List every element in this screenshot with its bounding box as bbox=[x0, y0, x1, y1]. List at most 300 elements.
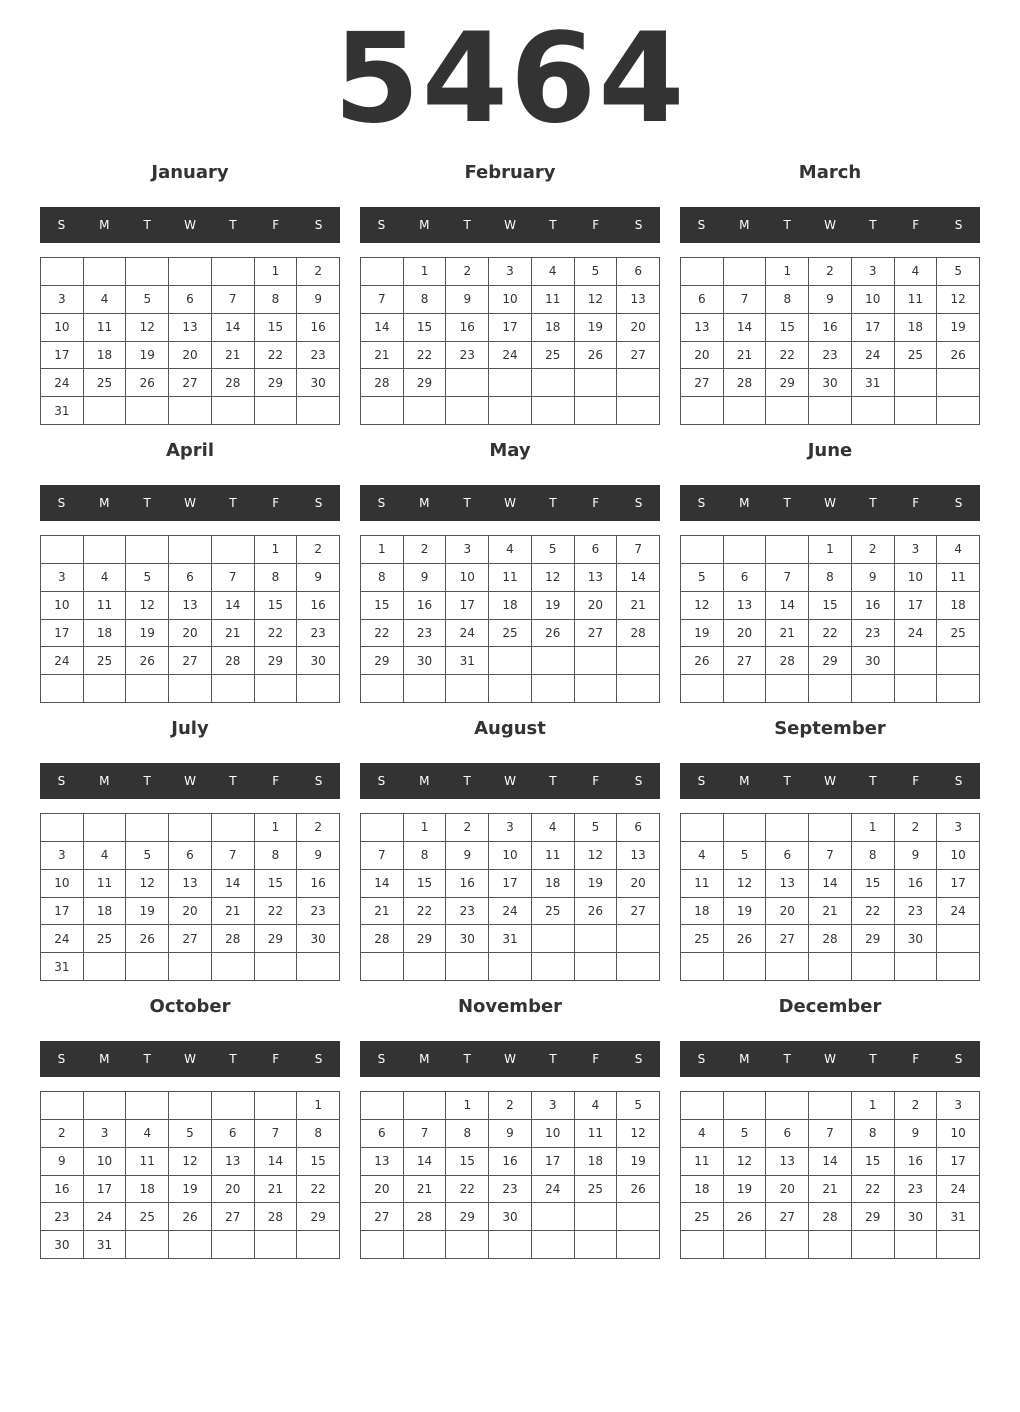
day-cell: 24 bbox=[41, 369, 84, 397]
day-cell: 8 bbox=[404, 842, 447, 870]
weekday-header bbox=[360, 207, 660, 243]
day-cell: 1 bbox=[446, 1092, 489, 1120]
empty-day-cell bbox=[852, 675, 895, 703]
day-cell: 26 bbox=[681, 647, 724, 675]
weekday-label: M bbox=[99, 774, 110, 788]
weekday-label: M bbox=[419, 1052, 430, 1066]
empty-day-cell bbox=[681, 1231, 724, 1259]
empty-day-cell bbox=[169, 258, 212, 286]
weekday-label: M bbox=[739, 774, 750, 788]
day-cell: 4 bbox=[532, 258, 575, 286]
empty-day-cell bbox=[895, 675, 938, 703]
day-cell: 3 bbox=[446, 536, 489, 564]
day-cell: 14 bbox=[724, 314, 767, 342]
day-cell: 15 bbox=[255, 592, 298, 620]
empty-day-cell bbox=[361, 675, 404, 703]
weekday-label: T bbox=[783, 1052, 791, 1066]
day-cell: 30 bbox=[297, 647, 340, 675]
day-cell: 25 bbox=[937, 620, 980, 648]
empty-day-cell bbox=[852, 397, 895, 425]
empty-day-cell bbox=[84, 675, 127, 703]
day-cell: 2 bbox=[809, 258, 852, 286]
day-cell: 23 bbox=[297, 898, 340, 926]
day-cell: 28 bbox=[361, 369, 404, 397]
weekday-label: T bbox=[549, 1052, 557, 1066]
empty-day-cell bbox=[41, 258, 84, 286]
day-cell: 11 bbox=[895, 286, 938, 314]
day-cell: 22 bbox=[255, 342, 298, 370]
day-cell: 4 bbox=[532, 814, 575, 842]
day-cell: 17 bbox=[41, 342, 84, 370]
day-cell: 12 bbox=[169, 1148, 212, 1176]
empty-day-cell bbox=[724, 536, 767, 564]
day-cell: 30 bbox=[809, 369, 852, 397]
weekday-label: S bbox=[954, 496, 963, 510]
weekday-label: M bbox=[739, 218, 750, 232]
day-cell: 3 bbox=[489, 258, 532, 286]
weekday-label: T bbox=[463, 774, 471, 788]
empty-day-cell bbox=[852, 953, 895, 981]
weekday-label: M bbox=[99, 218, 110, 232]
weekday-label: T bbox=[783, 774, 791, 788]
day-cell: 24 bbox=[937, 898, 980, 926]
empty-day-cell bbox=[617, 369, 660, 397]
empty-day-cell bbox=[937, 647, 980, 675]
empty-day-cell bbox=[937, 675, 980, 703]
empty-day-cell bbox=[297, 675, 340, 703]
day-cell: 13 bbox=[361, 1148, 404, 1176]
day-cell: 11 bbox=[84, 592, 127, 620]
day-cell: 22 bbox=[852, 898, 895, 926]
day-cell: 24 bbox=[489, 342, 532, 370]
empty-day-cell bbox=[617, 1203, 660, 1231]
day-cell: 26 bbox=[575, 898, 618, 926]
day-cell: 30 bbox=[895, 1203, 938, 1231]
day-cell: 16 bbox=[41, 1176, 84, 1204]
day-cell: 20 bbox=[212, 1176, 255, 1204]
day-cell: 23 bbox=[446, 342, 489, 370]
empty-day-cell bbox=[126, 258, 169, 286]
weekday-label: T bbox=[463, 218, 471, 232]
weekday-header bbox=[680, 485, 980, 521]
empty-day-cell bbox=[126, 953, 169, 981]
day-cell: 26 bbox=[126, 647, 169, 675]
weekday-label: F bbox=[272, 774, 280, 788]
day-cell: 24 bbox=[937, 1176, 980, 1204]
empty-day-cell bbox=[126, 675, 169, 703]
day-cell: 7 bbox=[766, 564, 809, 592]
empty-day-cell bbox=[575, 647, 618, 675]
day-cell: 9 bbox=[297, 286, 340, 314]
empty-day-cell bbox=[212, 1231, 255, 1259]
day-cell: 23 bbox=[895, 898, 938, 926]
day-cell: 30 bbox=[297, 925, 340, 953]
weekday-label: M bbox=[419, 774, 430, 788]
day-cell: 24 bbox=[446, 620, 489, 648]
weekday-label: S bbox=[57, 774, 66, 788]
day-cell: 27 bbox=[724, 647, 767, 675]
empty-day-cell bbox=[895, 953, 938, 981]
weekday-label: W bbox=[824, 496, 836, 510]
empty-day-cell bbox=[766, 814, 809, 842]
day-cell: 12 bbox=[575, 842, 618, 870]
day-cell: 13 bbox=[212, 1148, 255, 1176]
day-cell: 27 bbox=[617, 342, 660, 370]
day-cell: 29 bbox=[404, 925, 447, 953]
day-grid bbox=[680, 813, 980, 981]
empty-day-cell bbox=[809, 397, 852, 425]
day-cell: 7 bbox=[617, 536, 660, 564]
day-grid bbox=[40, 535, 340, 703]
day-cell: 29 bbox=[809, 647, 852, 675]
empty-day-cell bbox=[681, 397, 724, 425]
weekday-label: S bbox=[377, 774, 386, 788]
day-cell: 20 bbox=[681, 342, 724, 370]
month-name: March bbox=[798, 162, 862, 183]
day-cell: 26 bbox=[724, 925, 767, 953]
day-cell: 11 bbox=[84, 870, 127, 898]
empty-day-cell bbox=[532, 925, 575, 953]
day-cell: 14 bbox=[766, 592, 809, 620]
weekday-label: F bbox=[912, 496, 920, 510]
weekday-label: F bbox=[912, 218, 920, 232]
empty-day-cell bbox=[937, 925, 980, 953]
empty-day-cell bbox=[361, 397, 404, 425]
empty-day-cell bbox=[575, 1203, 618, 1231]
empty-day-cell bbox=[489, 675, 532, 703]
day-cell: 31 bbox=[41, 397, 84, 425]
day-cell: 2 bbox=[446, 814, 489, 842]
day-cell: 22 bbox=[404, 898, 447, 926]
day-cell: 28 bbox=[809, 925, 852, 953]
weekday-label: S bbox=[634, 1052, 643, 1066]
day-cell: 20 bbox=[617, 314, 660, 342]
day-cell: 16 bbox=[489, 1148, 532, 1176]
day-cell: 1 bbox=[255, 258, 298, 286]
empty-day-cell bbox=[361, 1092, 404, 1120]
day-cell: 4 bbox=[84, 286, 127, 314]
day-cell: 14 bbox=[212, 314, 255, 342]
month-name: January bbox=[151, 162, 229, 183]
empty-day-cell bbox=[809, 675, 852, 703]
empty-day-cell bbox=[532, 369, 575, 397]
day-cell: 7 bbox=[724, 286, 767, 314]
day-cell: 12 bbox=[126, 870, 169, 898]
day-cell: 20 bbox=[361, 1176, 404, 1204]
day-cell: 22 bbox=[255, 620, 298, 648]
empty-day-cell bbox=[617, 953, 660, 981]
day-cell: 7 bbox=[212, 842, 255, 870]
day-cell: 19 bbox=[617, 1148, 660, 1176]
empty-day-cell bbox=[617, 397, 660, 425]
day-cell: 10 bbox=[489, 842, 532, 870]
day-cell: 29 bbox=[255, 647, 298, 675]
day-cell: 3 bbox=[41, 286, 84, 314]
day-cell: 7 bbox=[809, 1120, 852, 1148]
weekday-label: W bbox=[504, 218, 516, 232]
empty-day-cell bbox=[212, 258, 255, 286]
day-cell: 3 bbox=[532, 1092, 575, 1120]
day-cell: 31 bbox=[489, 925, 532, 953]
day-cell: 29 bbox=[404, 369, 447, 397]
day-cell: 3 bbox=[852, 258, 895, 286]
empty-day-cell bbox=[724, 258, 767, 286]
month-name: September bbox=[774, 718, 886, 739]
day-cell: 5 bbox=[169, 1120, 212, 1148]
day-cell: 19 bbox=[724, 1176, 767, 1204]
day-cell: 17 bbox=[937, 1148, 980, 1176]
day-cell: 22 bbox=[446, 1176, 489, 1204]
day-cell: 29 bbox=[852, 1203, 895, 1231]
weekday-header bbox=[360, 763, 660, 799]
empty-day-cell bbox=[681, 536, 724, 564]
day-cell: 27 bbox=[169, 369, 212, 397]
day-cell: 24 bbox=[489, 898, 532, 926]
day-cell: 3 bbox=[489, 814, 532, 842]
day-cell: 8 bbox=[446, 1120, 489, 1148]
weekday-label: S bbox=[954, 774, 963, 788]
day-cell: 27 bbox=[766, 925, 809, 953]
weekday-header bbox=[360, 1041, 660, 1077]
day-cell: 28 bbox=[617, 620, 660, 648]
day-cell: 2 bbox=[404, 536, 447, 564]
day-cell: 16 bbox=[809, 314, 852, 342]
day-cell: 18 bbox=[681, 1176, 724, 1204]
weekday-label: T bbox=[869, 218, 877, 232]
empty-day-cell bbox=[724, 1231, 767, 1259]
day-cell: 3 bbox=[41, 842, 84, 870]
day-cell: 13 bbox=[724, 592, 767, 620]
weekday-header bbox=[40, 207, 340, 243]
day-cell: 30 bbox=[446, 925, 489, 953]
day-cell: 21 bbox=[361, 898, 404, 926]
day-cell: 24 bbox=[84, 1203, 127, 1231]
day-cell: 19 bbox=[724, 898, 767, 926]
day-cell: 25 bbox=[532, 898, 575, 926]
day-cell: 14 bbox=[809, 1148, 852, 1176]
weekday-label: S bbox=[314, 496, 323, 510]
weekday-label: S bbox=[954, 1052, 963, 1066]
day-cell: 16 bbox=[297, 870, 340, 898]
weekday-label: F bbox=[272, 1052, 280, 1066]
day-cell: 19 bbox=[937, 314, 980, 342]
day-cell: 25 bbox=[532, 342, 575, 370]
day-cell: 20 bbox=[766, 898, 809, 926]
day-cell: 27 bbox=[575, 620, 618, 648]
empty-day-cell bbox=[532, 953, 575, 981]
day-cell: 12 bbox=[617, 1120, 660, 1148]
weekday-label: T bbox=[143, 218, 151, 232]
empty-day-cell bbox=[169, 536, 212, 564]
day-cell: 28 bbox=[255, 1203, 298, 1231]
empty-day-cell bbox=[404, 397, 447, 425]
empty-day-cell bbox=[724, 1092, 767, 1120]
empty-day-cell bbox=[489, 1231, 532, 1259]
day-cell: 2 bbox=[852, 536, 895, 564]
day-cell: 1 bbox=[255, 814, 298, 842]
empty-day-cell bbox=[361, 953, 404, 981]
day-cell: 26 bbox=[617, 1176, 660, 1204]
day-grid bbox=[40, 813, 340, 981]
day-cell: 23 bbox=[404, 620, 447, 648]
weekday-label: T bbox=[229, 496, 237, 510]
day-cell: 25 bbox=[895, 342, 938, 370]
day-cell: 1 bbox=[404, 258, 447, 286]
day-cell: 14 bbox=[809, 870, 852, 898]
day-cell: 5 bbox=[575, 814, 618, 842]
day-cell: 5 bbox=[681, 564, 724, 592]
day-cell: 5 bbox=[126, 564, 169, 592]
empty-day-cell bbox=[681, 814, 724, 842]
empty-day-cell bbox=[84, 814, 127, 842]
day-cell: 13 bbox=[766, 1148, 809, 1176]
weekday-label: S bbox=[314, 218, 323, 232]
day-cell: 20 bbox=[169, 342, 212, 370]
day-cell: 10 bbox=[895, 564, 938, 592]
day-cell: 13 bbox=[617, 842, 660, 870]
day-cell: 25 bbox=[84, 369, 127, 397]
day-cell: 26 bbox=[532, 620, 575, 648]
day-cell: 15 bbox=[852, 1148, 895, 1176]
day-cell: 9 bbox=[895, 842, 938, 870]
day-cell: 8 bbox=[297, 1120, 340, 1148]
weekday-label: S bbox=[377, 218, 386, 232]
empty-day-cell bbox=[766, 953, 809, 981]
day-cell: 26 bbox=[575, 342, 618, 370]
empty-day-cell bbox=[84, 536, 127, 564]
day-cell: 2 bbox=[489, 1092, 532, 1120]
empty-day-cell bbox=[895, 397, 938, 425]
empty-day-cell bbox=[126, 814, 169, 842]
day-cell: 5 bbox=[724, 1120, 767, 1148]
day-cell: 2 bbox=[41, 1120, 84, 1148]
empty-day-cell bbox=[446, 1231, 489, 1259]
day-cell: 21 bbox=[809, 898, 852, 926]
weekday-label: T bbox=[869, 496, 877, 510]
day-cell: 6 bbox=[169, 842, 212, 870]
day-cell: 28 bbox=[809, 1203, 852, 1231]
day-cell: 2 bbox=[895, 814, 938, 842]
day-cell: 12 bbox=[724, 870, 767, 898]
weekday-label: W bbox=[824, 218, 836, 232]
empty-day-cell bbox=[809, 953, 852, 981]
day-cell: 21 bbox=[404, 1176, 447, 1204]
day-cell: 18 bbox=[937, 592, 980, 620]
weekday-label: M bbox=[419, 496, 430, 510]
day-cell: 19 bbox=[126, 898, 169, 926]
day-cell: 7 bbox=[212, 286, 255, 314]
day-cell: 12 bbox=[681, 592, 724, 620]
day-cell: 5 bbox=[724, 842, 767, 870]
day-cell: 18 bbox=[84, 342, 127, 370]
weekday-label: M bbox=[99, 1052, 110, 1066]
day-cell: 7 bbox=[255, 1120, 298, 1148]
empty-day-cell bbox=[532, 675, 575, 703]
day-cell: 9 bbox=[446, 842, 489, 870]
day-cell: 15 bbox=[809, 592, 852, 620]
day-cell: 21 bbox=[809, 1176, 852, 1204]
day-cell: 29 bbox=[852, 925, 895, 953]
empty-day-cell bbox=[297, 953, 340, 981]
day-cell: 18 bbox=[84, 898, 127, 926]
empty-day-cell bbox=[766, 675, 809, 703]
day-cell: 16 bbox=[895, 1148, 938, 1176]
empty-day-cell bbox=[617, 675, 660, 703]
empty-day-cell bbox=[617, 1231, 660, 1259]
day-cell: 5 bbox=[937, 258, 980, 286]
empty-day-cell bbox=[446, 369, 489, 397]
day-cell: 28 bbox=[212, 369, 255, 397]
day-cell: 1 bbox=[809, 536, 852, 564]
day-cell: 1 bbox=[852, 814, 895, 842]
weekday-label: T bbox=[229, 218, 237, 232]
empty-day-cell bbox=[575, 1231, 618, 1259]
day-cell: 10 bbox=[41, 592, 84, 620]
day-cell: 16 bbox=[297, 592, 340, 620]
day-cell: 15 bbox=[852, 870, 895, 898]
weekday-label: W bbox=[824, 774, 836, 788]
weekday-label: T bbox=[463, 496, 471, 510]
day-cell: 24 bbox=[532, 1176, 575, 1204]
day-cell: 11 bbox=[575, 1120, 618, 1148]
day-cell: 1 bbox=[852, 1092, 895, 1120]
day-cell: 31 bbox=[41, 953, 84, 981]
day-cell: 15 bbox=[766, 314, 809, 342]
day-cell: 11 bbox=[532, 286, 575, 314]
weekday-label: T bbox=[143, 1052, 151, 1066]
day-cell: 4 bbox=[937, 536, 980, 564]
weekday-label: S bbox=[634, 218, 643, 232]
empty-day-cell bbox=[404, 953, 447, 981]
day-cell: 14 bbox=[255, 1148, 298, 1176]
day-cell: 2 bbox=[895, 1092, 938, 1120]
weekday-label: T bbox=[549, 496, 557, 510]
day-cell: 30 bbox=[297, 369, 340, 397]
day-cell: 3 bbox=[937, 1092, 980, 1120]
day-cell: 10 bbox=[937, 1120, 980, 1148]
day-cell: 13 bbox=[575, 564, 618, 592]
day-cell: 26 bbox=[126, 925, 169, 953]
day-cell: 18 bbox=[895, 314, 938, 342]
weekday-label: F bbox=[592, 218, 600, 232]
weekday-label: T bbox=[229, 1052, 237, 1066]
day-cell: 19 bbox=[681, 620, 724, 648]
day-cell: 21 bbox=[361, 342, 404, 370]
day-cell: 25 bbox=[84, 925, 127, 953]
day-cell: 22 bbox=[297, 1176, 340, 1204]
day-cell: 10 bbox=[532, 1120, 575, 1148]
day-cell: 6 bbox=[766, 842, 809, 870]
day-cell: 30 bbox=[41, 1231, 84, 1259]
day-grid bbox=[360, 1091, 660, 1259]
day-cell: 27 bbox=[361, 1203, 404, 1231]
empty-day-cell bbox=[255, 1092, 298, 1120]
empty-day-cell bbox=[766, 1231, 809, 1259]
day-cell: 5 bbox=[575, 258, 618, 286]
day-cell: 24 bbox=[852, 342, 895, 370]
day-cell: 22 bbox=[361, 620, 404, 648]
weekday-header bbox=[680, 207, 980, 243]
day-cell: 8 bbox=[404, 286, 447, 314]
empty-day-cell bbox=[84, 397, 127, 425]
weekday-header bbox=[40, 763, 340, 799]
day-cell: 11 bbox=[937, 564, 980, 592]
day-cell: 14 bbox=[617, 564, 660, 592]
day-cell: 21 bbox=[212, 620, 255, 648]
day-cell: 31 bbox=[852, 369, 895, 397]
empty-day-cell bbox=[724, 675, 767, 703]
day-cell: 9 bbox=[41, 1148, 84, 1176]
